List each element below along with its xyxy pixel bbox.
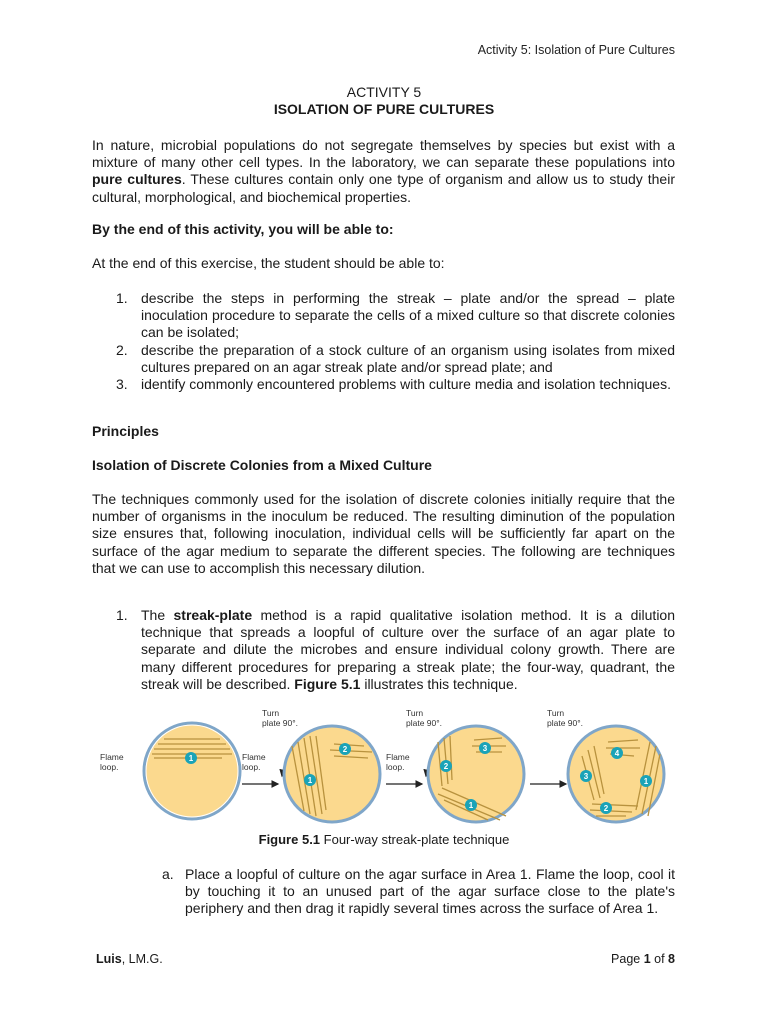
objective-item	[92, 290, 675, 342]
page-number	[611, 952, 675, 966]
objective-text: identify commonly encountered problems with culture media and isolation techniques.	[141, 376, 671, 393]
objective-text: describe the preparation of a stock culture of an organism using isolates from mixed cultures prepared on an agar streak plate and/or spread plate; and	[141, 341, 675, 375]
author-surname: Luis	[96, 952, 122, 966]
svg-text:Turn: Turn	[547, 708, 565, 718]
method-text: method is a rapid qualitative isolation method. It is a dilution technique that spreads a loopful of culture over the surface of an agar plate to separate and dilute the microbes and ensure individual colony growth. There are many different procedures for preparing a streak plate; the four-way, quadrant, the streak will be described.	[141, 607, 676, 692]
svg-text:plate 90°.: plate 90°.	[547, 718, 584, 728]
principles-heading: Principles	[92, 423, 159, 439]
svg-text:3: 3	[482, 744, 488, 753]
svg-text:Flame: Flame	[242, 752, 266, 762]
objectives-heading: By the end of this activity, you will be able to:	[92, 221, 394, 237]
figure-caption	[0, 832, 768, 847]
plate-2	[262, 708, 380, 822]
intro-bold-term: pure cultures	[92, 171, 182, 188]
svg-text:1: 1	[643, 777, 649, 786]
svg-text:1: 1	[468, 801, 474, 810]
method-item	[92, 607, 675, 693]
figure-caption-label: Figure 5.1	[258, 832, 321, 847]
method-text: illustrates this technique.	[360, 675, 518, 692]
author-initials: , LM.G.	[121, 952, 163, 966]
list-number: 1.	[116, 607, 128, 623]
list-number: 1.	[116, 290, 128, 306]
principles-paragraph: The techniques commonly used for the isolation of discrete colonies initially require that the number of organisms in the inoculum be reduced. The resulting diminution of the population size ensures that, following inoculation, individual cells will be sufficiently far apart on the surface of the agar medium to separate the different species. The following are techniques that we can use to accomplish this necessary dilution.	[92, 491, 675, 576]
objective-text: describe the steps in performing the streak – plate and/or the spread – plate inoculation procedure to separate the cells of a mixed culture so that discrete colonies can be isolated;	[141, 290, 675, 341]
objective-item	[92, 342, 675, 376]
total-pages: 8	[668, 952, 675, 966]
svg-text:Turn: Turn	[262, 708, 280, 718]
figure-reference: Figure 5.1	[294, 675, 361, 692]
svg-text:1: 1	[188, 754, 194, 763]
activity-number: ACTIVITY 5	[346, 84, 422, 100]
svg-text:plate 90°.: plate 90°.	[262, 718, 299, 728]
svg-text:2: 2	[443, 762, 449, 771]
intro-text-2: . These cultures contain only one type of organism and allow us to study their cultural, morphological, and biochemical properties.	[92, 171, 675, 205]
svg-text:loop.: loop.	[386, 762, 405, 772]
method-list	[92, 607, 675, 693]
svg-text:Turn: Turn	[406, 708, 424, 718]
intro-paragraph	[92, 137, 675, 206]
step-text: Place a loopful of culture on the agar surface in Area 1. Flame the loop, cool it by touching it to an unused part of the agar surface close to the plate's periphery and then drag it rapidly several times across the surface of Area 1.	[185, 866, 675, 917]
step-letter: a.	[162, 866, 174, 882]
svg-text:loop.: loop.	[100, 762, 119, 772]
flame-label: Flame	[100, 752, 124, 762]
streak-plate-figure	[92, 706, 692, 830]
step-item	[92, 866, 675, 918]
running-header: Activity 5: Isolation of Pure Cultures	[477, 43, 675, 57]
objective-item	[92, 376, 675, 393]
list-number: 2.	[116, 341, 128, 358]
list-number: 3.	[116, 376, 128, 393]
svg-text:plate 90°.: plate 90°.	[406, 718, 443, 728]
footer-author	[96, 952, 163, 966]
method-term: streak-plate	[173, 607, 253, 623]
section-subheading: Isolation of Discrete Colonies from a Mixed Culture	[92, 457, 432, 473]
objectives-lead: At the end of this exercise, the student should be able to:	[92, 255, 445, 271]
figure-caption-text: Four-way streak-plate technique	[320, 832, 510, 847]
svg-text:4: 4	[614, 749, 620, 758]
intro-text: In nature, microbial populations do not segregate themselves by species but exist with a mixture of many other cell types. In the laboratory, we can separate these populations into	[92, 137, 675, 171]
svg-text:3: 3	[583, 772, 589, 781]
step-a	[92, 866, 675, 918]
svg-text:2: 2	[342, 745, 348, 754]
plate-3	[406, 708, 524, 822]
svg-text:Flame: Flame	[386, 752, 410, 762]
page-title: ISOLATION OF PURE CULTURES	[273, 101, 495, 117]
svg-text:loop.: loop.	[242, 762, 261, 772]
plate-4	[547, 708, 664, 822]
objectives-list	[92, 290, 675, 393]
method-text: The	[141, 607, 174, 623]
page-prefix: Page	[611, 952, 644, 966]
page-of: of	[650, 952, 669, 966]
svg-text:2: 2	[603, 804, 609, 813]
current-page: 1	[643, 952, 651, 966]
plate-1	[100, 723, 240, 819]
svg-text:1: 1	[307, 776, 313, 785]
